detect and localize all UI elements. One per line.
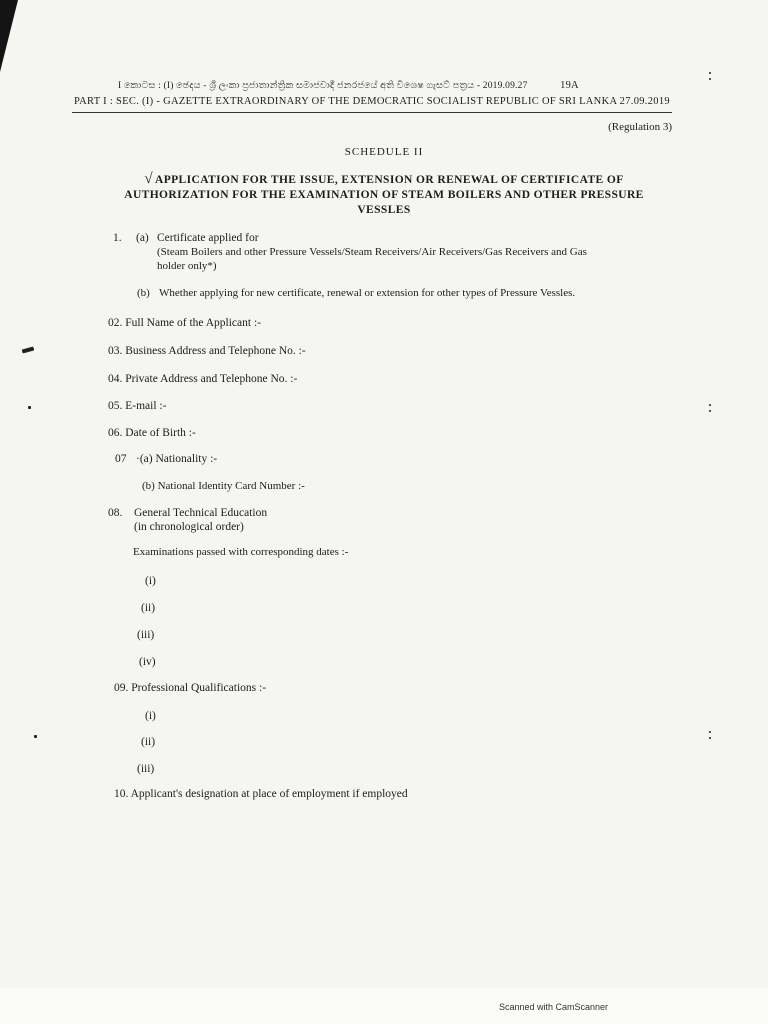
field-1a-label: (a) <box>136 232 149 244</box>
camscanner-watermark: Scanned with CamScanner <box>498 1002 608 1012</box>
field-9-item-iii: (iii) <box>137 763 155 775</box>
dark-scan-corner <box>0 0 18 72</box>
field-9-item-ii: (ii) <box>141 736 156 748</box>
scan-speck <box>709 737 711 739</box>
scan-speck <box>709 404 711 406</box>
field-6-date-of-birth: 06. Date of Birth :- <box>108 427 196 439</box>
scan-speck <box>28 406 31 409</box>
field-8-item-i: (i) <box>145 575 156 587</box>
field-8-item-iii: (iii) <box>137 629 155 641</box>
scan-speck <box>709 410 711 412</box>
form-title-line-3: VESSLES <box>357 204 411 216</box>
form-title-line-1: √ APPLICATION FOR THE ISSUE, EXTENSION OR RENEWAL OF CERTIFICATE OF <box>144 171 624 187</box>
header-rule <box>72 112 672 113</box>
schedule-title: SCHEDULE II <box>344 146 424 158</box>
field-8-chronological-note: (in chronological order) <box>134 521 244 533</box>
field-4-private-address: 04. Private Address and Telephone No. :- <box>108 373 298 385</box>
scan-speck <box>709 72 711 74</box>
field-8-examinations-passed: Examinations passed with corresponding dates :- <box>133 546 349 558</box>
field-1b-text: Whether applying for new certificate, renewal or extension for other types of Pressure Vessles. <box>159 287 576 299</box>
field-1a-text: Certificate applied for <box>157 232 259 244</box>
gazette-header-english: PART I : SEC. (I) - GAZETTE EXTRAORDINARY OF THE DEMOCRATIC SOCIALIST REPUBLIC OF SRI LANKA 27.09.2019 <box>74 96 670 107</box>
scan-speck <box>709 731 711 733</box>
field-7a-nationality: ·(a) Nationality :- <box>136 453 218 465</box>
field-3-business-address: 03. Business Address and Telephone No. :- <box>108 345 306 357</box>
scan-speck <box>34 735 37 738</box>
field-8-number: 08. <box>108 507 123 519</box>
field-7-number: 07 <box>115 453 127 465</box>
field-1-number: 1. <box>113 232 122 244</box>
gazette-header-sinhala <box>118 80 579 91</box>
field-1a-note-line-2: holder only*) <box>157 260 217 272</box>
field-1a-note-line-1: (Steam Boilers and other Pressure Vessels/Steam Receivers/Air Receivers/Gas Receivers and Gas <box>157 246 587 258</box>
field-7b-nic-number: (b) National Identity Card Number :- <box>142 480 305 492</box>
field-9-professional-qualifications: 09. Professional Qualifications :- <box>114 682 267 694</box>
field-5-email: 05. E-mail :- <box>108 400 167 412</box>
field-1b-label: (b) <box>137 287 150 299</box>
scan-speck <box>709 78 711 80</box>
page-number: 19A <box>560 80 579 91</box>
field-8-item-iv: (iv) <box>139 656 156 668</box>
field-9-item-i: (i) <box>145 710 156 722</box>
field-8-item-ii: (ii) <box>141 602 156 614</box>
regulation-reference: (Regulation 3) <box>608 121 672 133</box>
form-title <box>0 172 768 218</box>
form-title-line-2: AUTHORIZATION FOR THE EXAMINATION OF STEAM BOILERS AND OTHER PRESSURE <box>124 189 644 201</box>
field-10-designation: 10. Applicant's designation at place of employment if employed <box>114 788 408 800</box>
gazette-header-sinhala-text: I කොටස : (I) ඡෙදය - ශ්‍රී ලංකා ප්‍රජාතාන්ත්‍රික සමාජවාදී ජනරජයේ අති විශෙෂ ගැසට් පත්‍රය - 2019.09.27 <box>118 81 528 91</box>
tick-mark-icon: √ <box>144 171 153 187</box>
field-8-technical-education: General Technical Education <box>134 507 268 519</box>
field-2-full-name: 02. Full Name of the Applicant :- <box>108 317 261 329</box>
